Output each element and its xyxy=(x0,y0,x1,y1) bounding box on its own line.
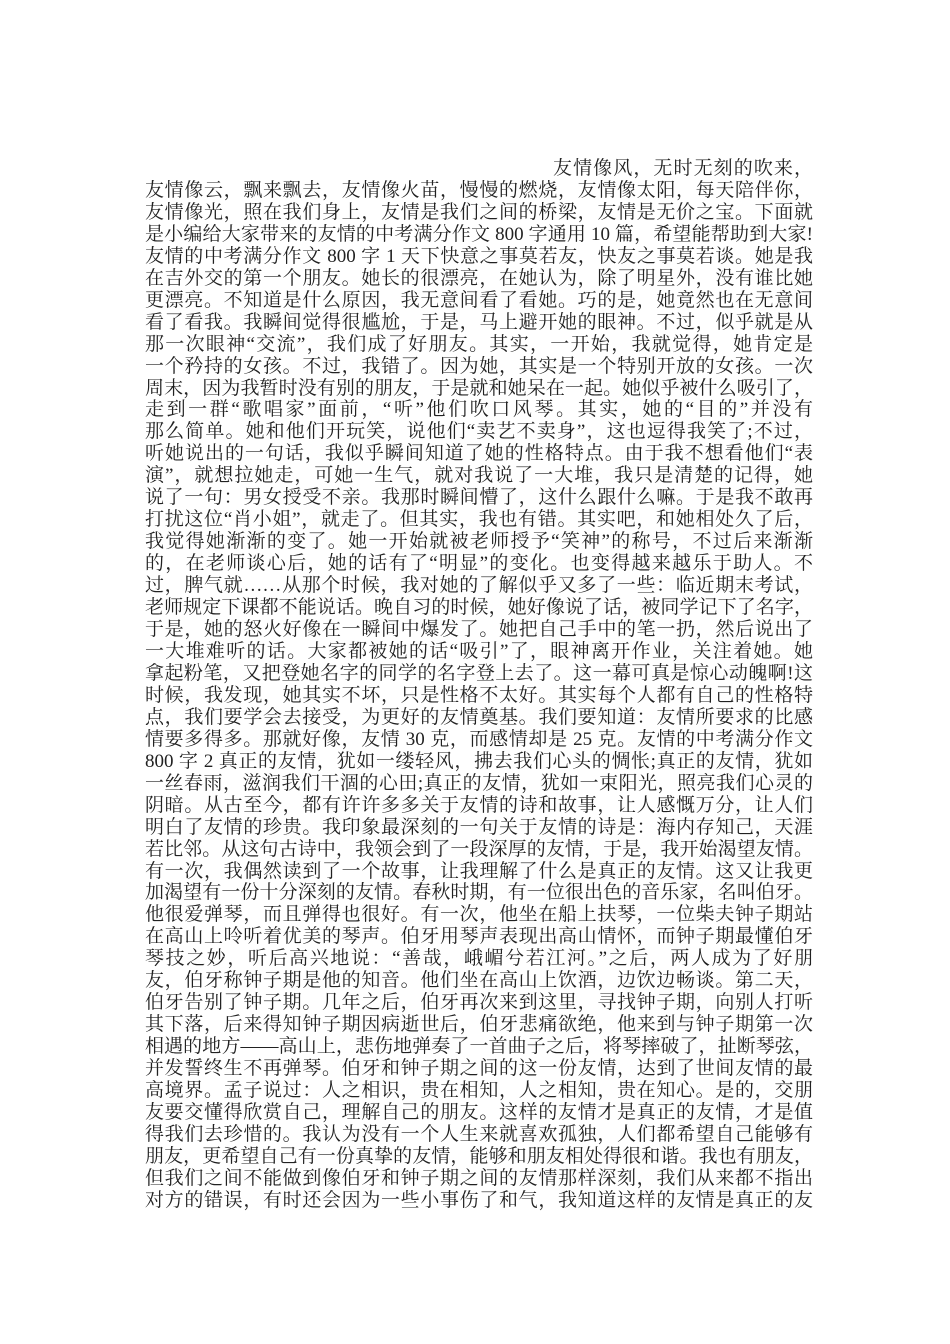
text-line: 更漂亮。不知道是什么原因，我无意间看了看她。巧的是，她竟然也在无意间 xyxy=(145,289,813,311)
text-line: 过，脾气就……从那个时候，我对她的了解似乎又多了一些：临近期末考试， xyxy=(145,575,813,597)
text-line: 但我们之间不能做到像伯牙和钟子期之间的友情那样深刻，我们从来都不指出 xyxy=(145,1167,813,1189)
text-line: 加渴望有一份十分深刻的友情。春秋时期，有一位很出色的音乐家，名叫伯牙。 xyxy=(145,882,813,904)
text-line: 的，在老师谈心后，她的话有了“明显”的变化。也变得越来越乐于助人。不 xyxy=(145,553,813,575)
text-line: 拿起粉笔，又把登她名字的同学的名字登上去了。这一幕可真是惊心动魄啊!这 xyxy=(145,662,813,684)
text-line: 一大堆难听的话。大家都被她的话“吸引”了，眼神离开作业，关注着她。她 xyxy=(145,640,813,662)
text-line: 若比邻。从这句古诗中，我领会到了一段深厚的友情，于是，我开始渴望友情。 xyxy=(145,838,813,860)
text-line: 伯牙告别了钟子期。几年之后，伯牙再次来到这里，寻找钟子期，向别人打听 xyxy=(145,992,813,1014)
text-line: 打扰这位“肖小姐”，就走了。但其实，我也有错。其实吧，和她相处久了后， xyxy=(145,509,813,531)
text-line: 一丝春雨，滋润我们干涸的心田;真正的友情，犹如一束阳光，照亮我们心灵的 xyxy=(145,772,813,794)
text-line: 情要多得多。那就好像，友情 30 克，而感情却是 25 克。友情的中考满分作文 xyxy=(145,728,813,750)
text-line: 得我们去珍惜的。我认为没有一个人生来就喜欢孤独，人们都希望自己能够有 xyxy=(145,1123,813,1145)
text-line: 其下落，后来得知钟子期因病逝世后，伯牙悲痛欲绝，他来到与钟子期第一次 xyxy=(145,1014,813,1036)
text-line: 友，伯牙称钟子期是他的知音。他们坐在高山上饮酒，边饮边畅谈。第二天， xyxy=(145,970,813,992)
text-line: 相遇的地方——高山上，悲伤地弹奏了一首曲子之后，将琴摔破了，扯断琴弦， xyxy=(145,1036,813,1058)
text-line: 说了一句：男女授受不亲。我那时瞬间懵了，这什么跟什么嘛。于是我不敢再 xyxy=(145,487,813,509)
text-line: 阴暗。从古至今，都有许许多多关于友情的诗和故事，让人感慨万分，让人们 xyxy=(145,794,813,816)
text-line: 对方的错误，有时还会因为一些小事伤了和气，我知道这样的友情是真正的友 xyxy=(145,1189,813,1211)
text-line: 走到一群“歌唱家”面前，“听”他们吹口风琴。其实，她的“目的”并没有 xyxy=(145,399,813,421)
text-line: 演”，就想拉她走，可她一生气，就对我说了一大堆，我只是清楚的记得，她 xyxy=(145,465,813,487)
text-line: 点，我们要学会去接受，为更好的友情奠基。我们要知道：友情所要求的比感 xyxy=(145,706,813,728)
text-line: 老师规定下课都不能说话。晚自习的时候，她好像说了话，被同学记下了名字， xyxy=(145,597,813,619)
text-line: 看了看我。我瞬间觉得很尴尬，于是，马上避开她的眼神。不过，似乎就是从 xyxy=(145,311,813,333)
text-line: 周末，因为我暂时没有别的朋友，于是就和她呆在一起。她似乎被什么吸引了， xyxy=(145,377,813,399)
text-line: 在高山上呤听着优美的琴声。伯牙用琴声表现出高山情怀，而钟子期最懂伯牙 xyxy=(145,926,813,948)
text-line: 听她说出的一句话，我似乎瞬间知道了她的性格特点。由于我不想看他们“表 xyxy=(145,443,813,465)
text-line: 琴技之妙，听后高兴地说：“善哉，峨嵋兮若江河。”之后，两人成为了好朋 xyxy=(145,948,813,970)
text-line: 是小编给大家带来的友情的中考满分作文 800 字通用 10 篇，希望能帮助到大家! xyxy=(145,223,813,245)
text-line: 友情的中考满分作文 800 字 1 天下快意之事莫若友，快友之事莫若谈。她是我 xyxy=(145,245,813,267)
text-line: 他很爱弹琴，而且弹得也很好。有一次，他坐在船上扶琴，一位柴夫钟子期站 xyxy=(145,904,813,926)
text-line: 明白了友情的珍贵。我印象最深刻的一句关于友情的诗是：海内存知己，天涯 xyxy=(145,816,813,838)
text-line: 朋友，更希望自己有一份真挚的友情，能够和朋友相处得很和谐。我也有朋友， xyxy=(145,1145,813,1167)
text-line: 并发誓终生不再弹琴。伯牙和钟子期之间的这一份友情，达到了世间友情的最 xyxy=(145,1058,813,1080)
essay-text-block xyxy=(145,158,813,1212)
text-line: 友情像风，无时无刻的吹来， xyxy=(553,158,813,179)
text-line: 我觉得她渐渐的变了。她一开始就被老师授予“笑神”的称号，不过后来渐渐 xyxy=(145,531,813,553)
text-line: 那么简单。她和他们开玩笑，说他们“卖艺不卖身”，这也逗得我笑了;不过， xyxy=(145,421,813,443)
text-line: 在吉外交的第一个朋友。她长的很漂亮，在她认为，除了明星外，没有谁比她 xyxy=(145,267,813,289)
text-line: 有一次，我偶然读到了一个故事，让我理解了什么是真正的友情。这又让我更 xyxy=(145,860,813,882)
text-line: 友情像光，照在我们身上，友情是我们之间的桥梁，友情是无价之宝。下面就 xyxy=(145,201,813,223)
text-line: 于是，她的怒火好像在一瞬间中爆发了。她把自己手中的笔一扔，然后说出了 xyxy=(145,619,813,641)
text-line: 高境界。孟子说过：人之相识，贵在相知，人之相知，贵在知心。是的，交朋 xyxy=(145,1080,813,1102)
text-line: 那一次眼神“交流”，我们成了好朋友。其实，一开始，我就觉得，她肯定是 xyxy=(145,333,813,355)
text-line: 时候，我发现，她其实不坏，只是性格不太好。其实每个人都有自己的性格特 xyxy=(145,684,813,706)
text-line: 800 字 2 真正的友情，犹如一缕轻风，拂去我们心头的惆怅;真正的友情，犹如 xyxy=(145,750,813,772)
text-line: 友要交懂得欣赏自己，理解自己的朋友。这样的友情才是真正的友情，才是值 xyxy=(145,1101,813,1123)
text-line: 友情像云，飘来飘去，友情像火苗，慢慢的燃烧，友情像太阳，每天陪伴你， xyxy=(145,179,813,201)
text-line: 一个矜持的女孩。不过，我错了。因为她，其实是一个特别开放的女孩。一次 xyxy=(145,355,813,377)
